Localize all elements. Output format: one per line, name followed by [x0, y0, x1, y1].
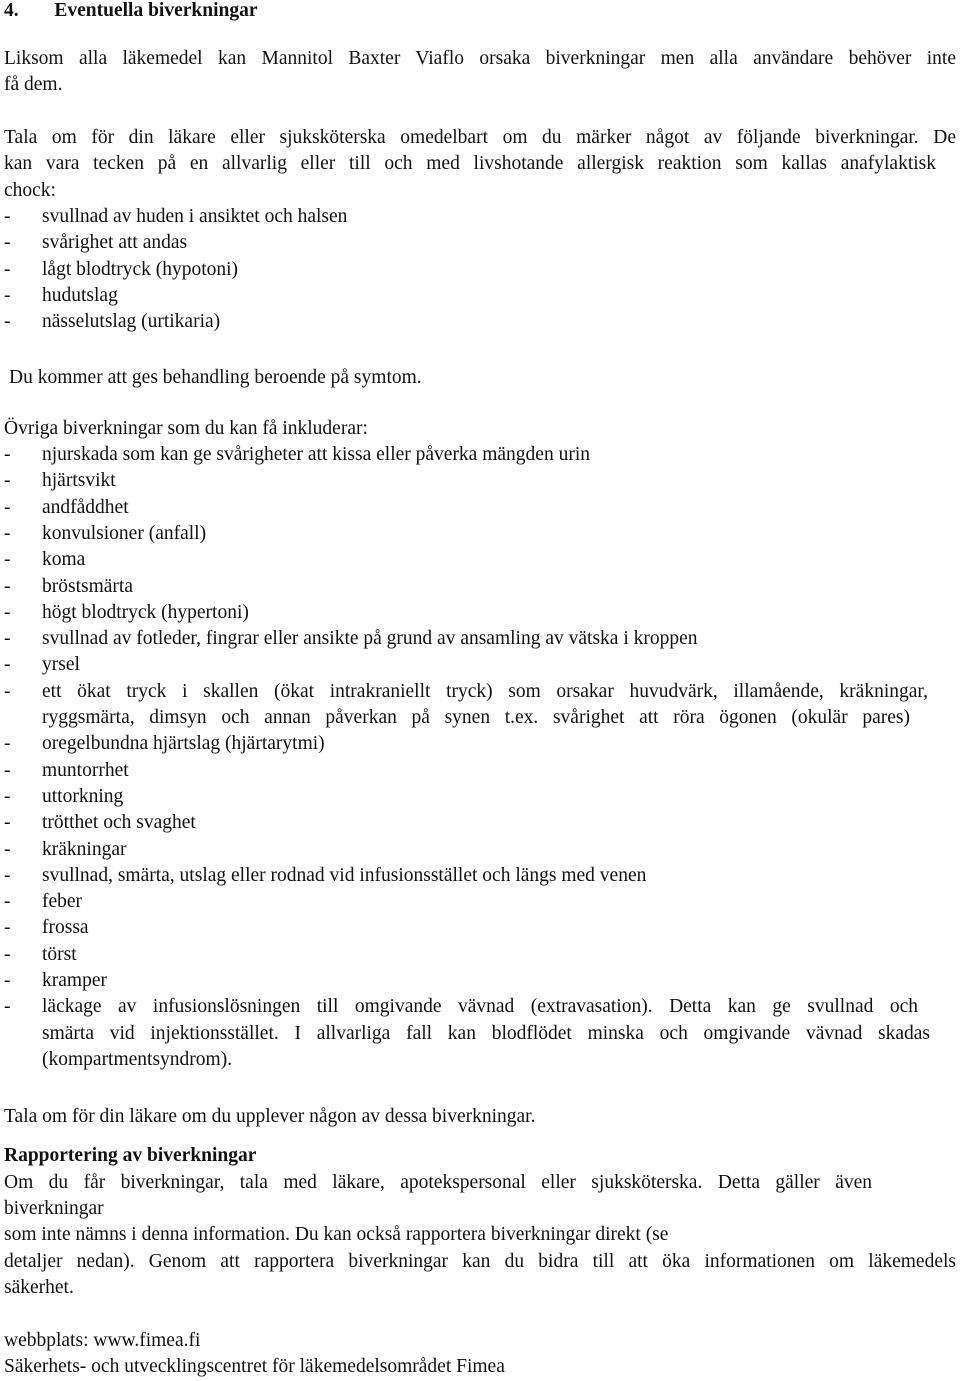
list-item-text: smärta vid injektionsstället. I allvarliga fall kan blodflödet minska och omgivande vävnad skadas	[42, 1022, 930, 1044]
list-dash: -	[4, 496, 11, 518]
tell-doctor-note: Tala om för din läkare om du upplever någon av dessa biverkningar.	[4, 1106, 536, 1127]
list-item-text: njurskada som kan ge svårigheter att kissa eller påverka mängden urin	[42, 444, 590, 465]
list-item-text: konvulsioner (anfall)	[42, 522, 207, 544]
list-dash: -	[4, 943, 11, 965]
list-item-text: muntorrhet	[42, 759, 129, 781]
list-item-text: kräkningar	[42, 838, 127, 860]
list-dash: -	[4, 996, 11, 1018]
section-heading	[4, 0, 258, 22]
reporting-line-3: som inte nämns i denna information. Du kan också rapportera biverkningar direkt (se	[4, 1224, 669, 1245]
list-item-text: svullnad, smärta, utslag eller rodnad vid infusionsstället och längs med venen	[42, 864, 647, 886]
reporting-line-5: säkerhet.	[4, 1277, 74, 1298]
list-dash: -	[4, 575, 11, 597]
list-dash: -	[4, 864, 11, 886]
list-dash: -	[4, 970, 11, 991]
list-dash: -	[4, 311, 11, 333]
list-item-text: trötthet och svaghet	[42, 812, 196, 834]
serious-line-2: kan vara tecken på en allvarlig eller till och med livshotande allergisk reaktion som kallas anafylaktisk	[4, 153, 936, 174]
list-item-text: svullnad av huden i ansiktet och halsen	[42, 206, 348, 227]
list-item-text: oregelbundna hjärtslag (hjärtarytmi)	[42, 733, 325, 755]
list-dash: -	[4, 654, 11, 676]
intro-line-2: få dem.	[4, 74, 63, 95]
list-dash: -	[4, 232, 11, 254]
list-item-text: (kompartmentsyndrom).	[42, 1048, 233, 1070]
list-item-text: svårighet att andas	[42, 232, 188, 254]
list-dash: -	[4, 759, 11, 781]
list-dash: -	[4, 522, 11, 544]
list-dash: -	[4, 628, 11, 650]
treatment-note: Du kommer att ges behandling beroende på symtom.	[9, 367, 422, 388]
other-heading: Övriga biverkningar som du kan få inkluderar:	[4, 418, 368, 439]
list-item-text: kramper	[42, 970, 107, 991]
list-item-text: frossa	[42, 917, 89, 939]
reporting-line-4: detaljer nedan). Genom att rapportera biverkningar kan du bidra till att öka informationen om läkemedels	[4, 1251, 956, 1272]
list-dash: -	[4, 838, 11, 860]
section-title: Eventuella biverkningar	[54, 0, 258, 21]
list-item-text: bröstsmärta	[42, 575, 133, 597]
list-item-text: hudutslag	[42, 284, 118, 306]
list-dash: -	[4, 284, 11, 306]
list-item-text: ryggsmärta, dimsyn och annan påverkan på synen t.ex. svårighet att röra ögonen (okulär pares)	[42, 707, 910, 728]
section-number: 4.	[4, 0, 19, 21]
list-item-text: högt blodtryck (hypertoni)	[42, 601, 249, 623]
reporting-line-2: biverkningar	[4, 1198, 104, 1219]
list-item-text: lågt blodtryck (hypotoni)	[42, 258, 239, 280]
list-item-text: feber	[42, 891, 83, 913]
list-item-text: uttorkning	[42, 785, 124, 807]
list-dash: -	[4, 549, 11, 571]
website-line[interactable]: webbplats: www.fimea.fi	[4, 1330, 201, 1351]
list-dash: -	[4, 258, 11, 280]
list-dash: -	[4, 680, 11, 702]
list-item-text: nässelutslag (urtikaria)	[42, 311, 221, 333]
list-item-text: svullnad av fotleder, fingrar eller ansikte på grund av ansamling av vätska i kroppen	[42, 628, 698, 650]
list-dash: -	[4, 206, 11, 227]
list-dash: -	[4, 470, 11, 492]
list-dash: -	[4, 733, 11, 755]
list-item-text: andfåddhet	[42, 496, 129, 518]
list-item-text: koma	[42, 549, 86, 571]
reporting-line-1: Om du får biverkningar, tala med läkare, apotekspersonal eller sjuksköterska. Detta gäller även	[4, 1172, 872, 1193]
agency-line: Säkerhets- och utvecklingscentret för läkemedelsområdet Fimea	[4, 1356, 505, 1377]
list-item-text: ett ökat tryck i skallen (ökat intrakraniellt tryck) som orsakar huvudvärk, illamående, kräkningar,	[42, 680, 928, 702]
list-dash: -	[4, 785, 11, 807]
list-dash: -	[4, 444, 11, 465]
list-dash: -	[4, 891, 11, 913]
list-dash: -	[4, 601, 11, 623]
intro-line-1: Liksom alla läkemedel kan Mannitol Baxter Viaflo orsaka biverkningar men alla användare behöver inte	[4, 48, 956, 69]
list-item-text: läckage av infusionslösningen till omgivande vävnad (extravasation). Detta kan ge svullnad och	[42, 996, 918, 1018]
list-item-text: yrsel	[42, 654, 80, 676]
list-dash: -	[4, 812, 11, 834]
serious-line-1: Tala om för din läkare eller sjuksköterska omedelbart om du märker något av följande biverkningar. De	[4, 127, 956, 148]
list-dash: -	[4, 917, 11, 939]
reporting-heading: Rapportering av biverkningar	[4, 1145, 257, 1166]
serious-line-3: chock:	[4, 180, 56, 201]
list-item-text: törst	[42, 943, 77, 965]
list-item-text: hjärtsvikt	[42, 470, 116, 492]
